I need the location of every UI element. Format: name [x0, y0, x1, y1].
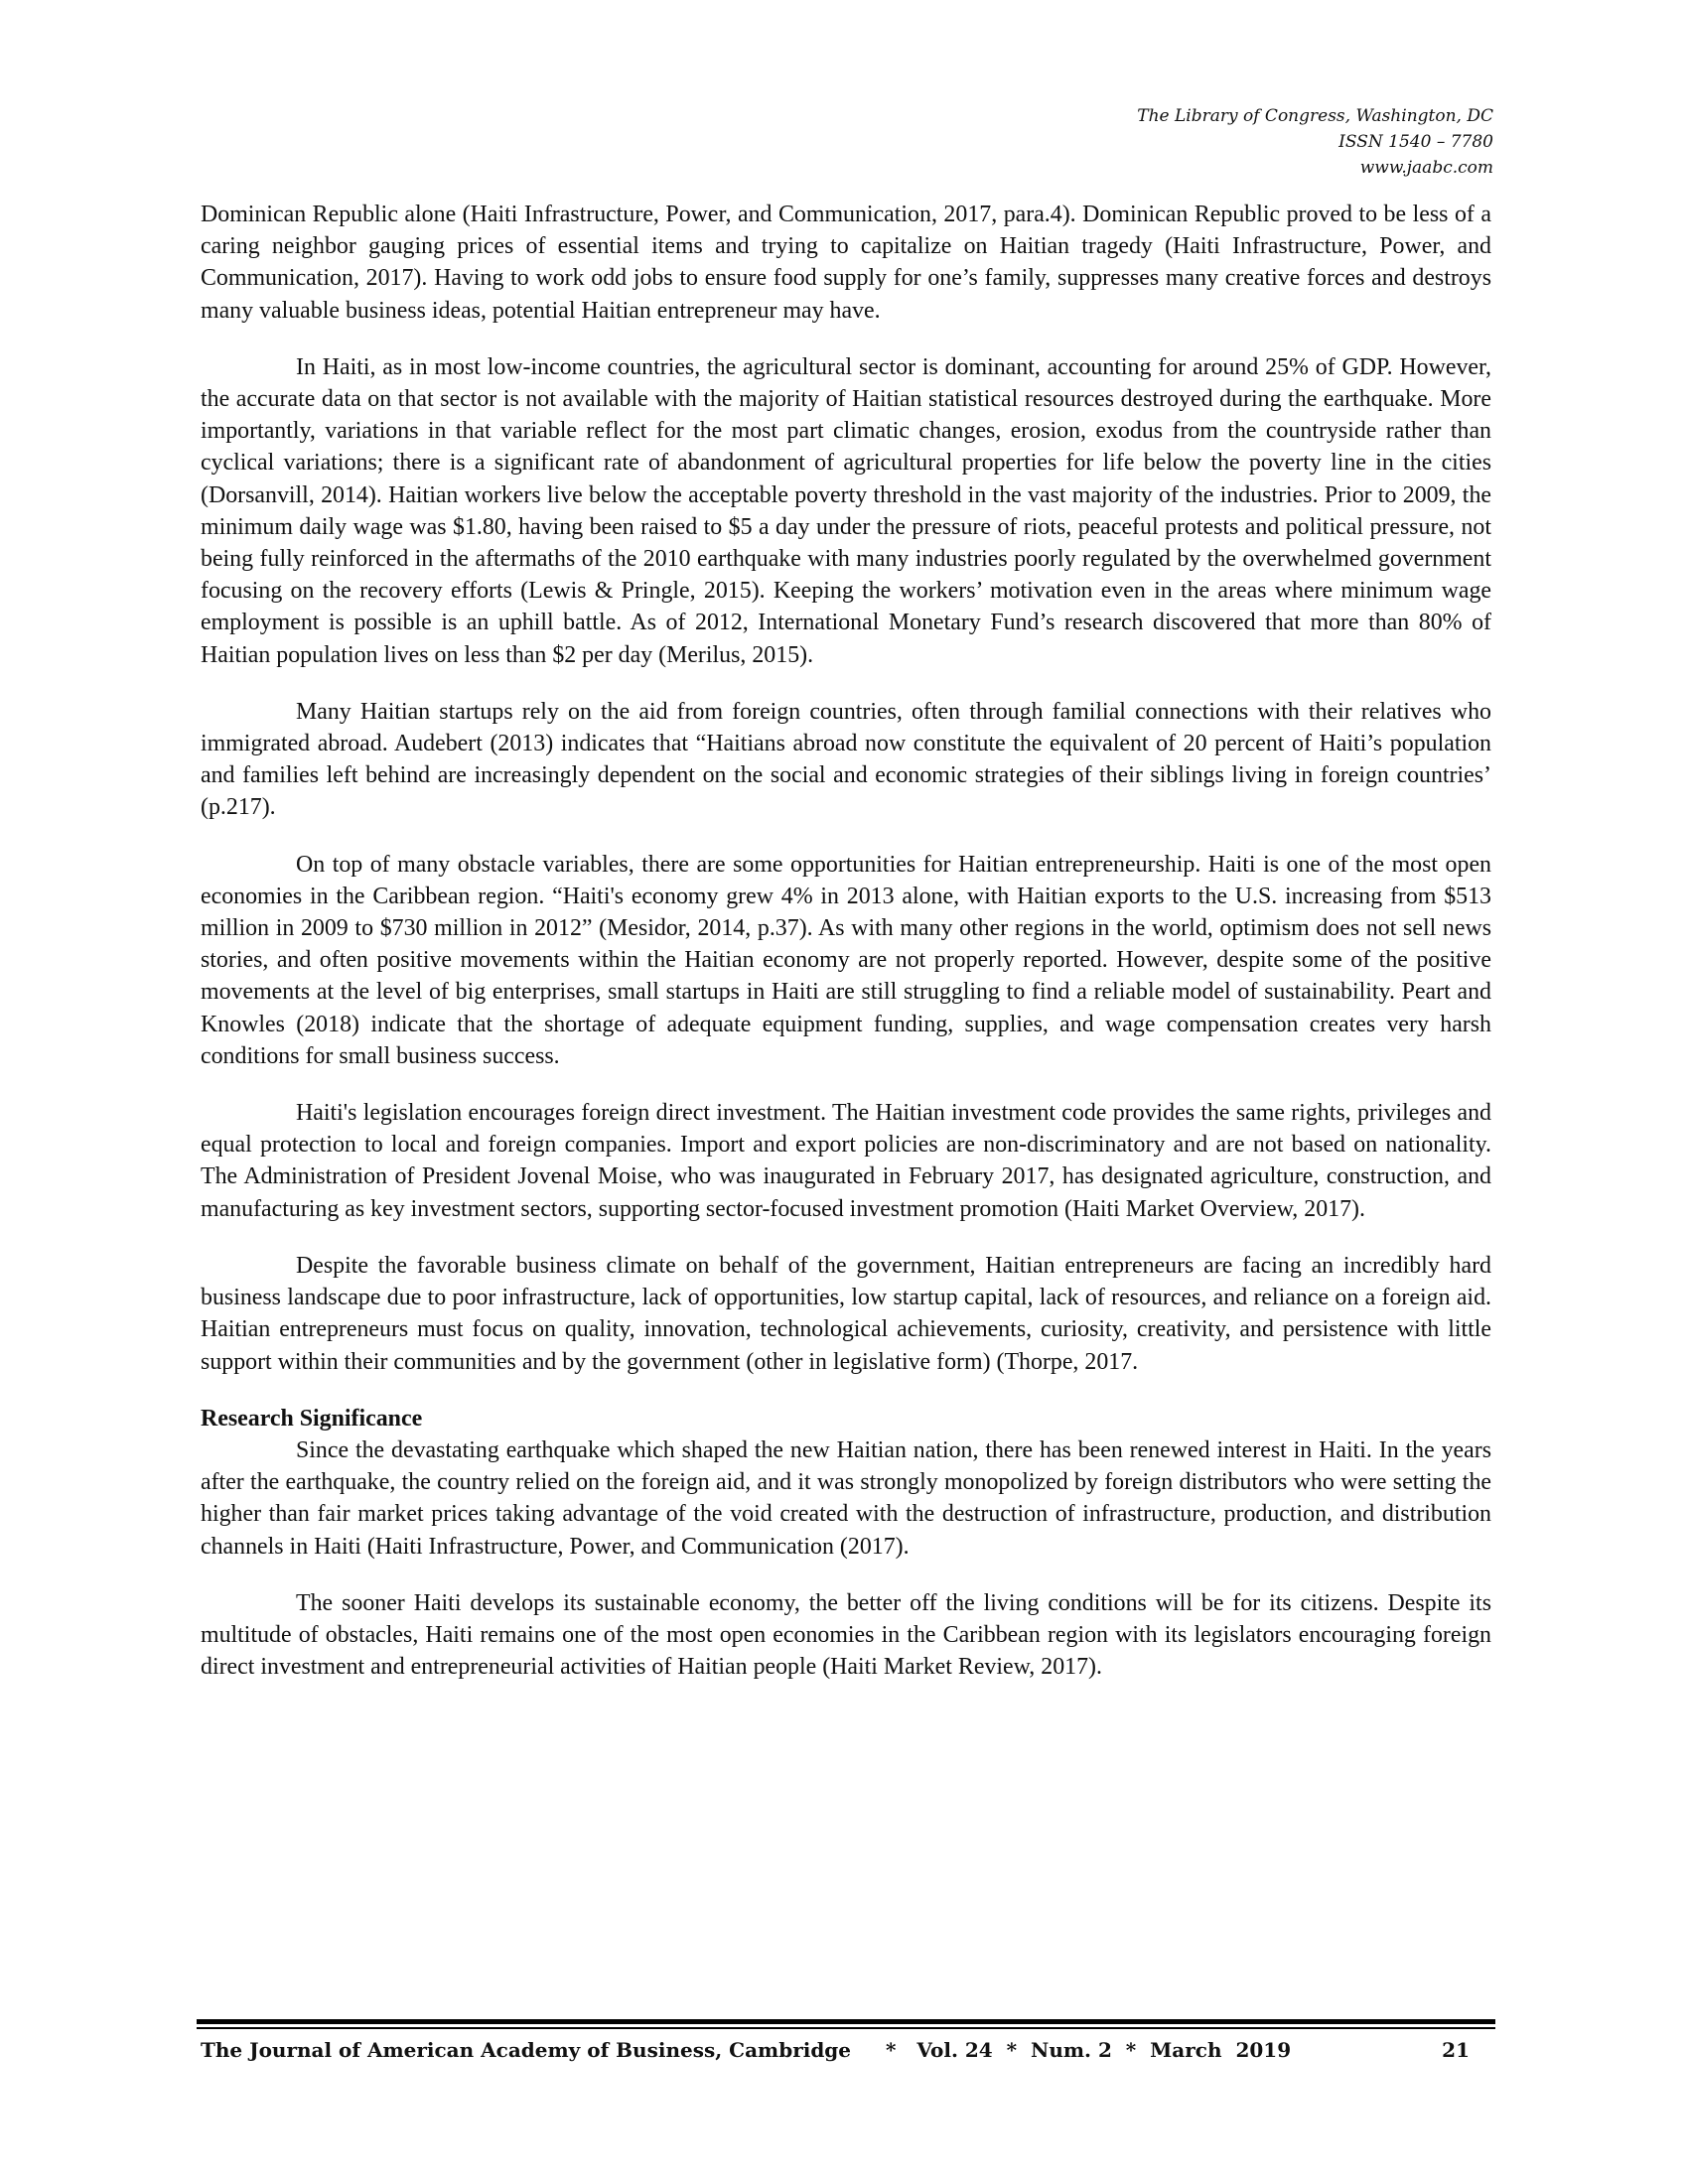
paragraph-continuation: Dominican Republic alone (Haiti Infrastructure, Power, and Communication, 2017, para.4). Dominican Republic proved to be less of a caring neighbor gauging prices of essential items and trying to capitalize on Haitian tragedy (Haiti Infrastructure, Power, and Communication, 2017). Having to work odd jobs to ensure food supply for one’s family, suppresses many creative forces and destroys many valuable business ideas, potential Haitian entrepreneur may have. [201, 202, 1491, 324]
paragraph-foreign-aid: Many Haitian startups rely on the aid from foreign countries, often through familial connections with their relatives who immigrated abroad. Audebert (2013) indicates that “Haitians abroad now constitute the equivalent of 20 percent of Haiti’s population and families left behind are increasingly dependent on the social and economic strategies of their siblings living in foreign countries’ (p.217). [201, 698, 1491, 821]
footer-rule-thick [197, 2019, 1495, 2024]
footer-journal-title: The Journal of American Academy of Business, Cambridge [201, 2038, 852, 2062]
header-issn: ISSN 1540 – 7780 [1338, 132, 1493, 152]
header-website: www.jaabc.com [1359, 158, 1493, 178]
footer-rule-thin [197, 2027, 1495, 2029]
paragraph-opportunities: On top of many obstacle variables, there are some opportunities for Haitian entrepreneurship. Haiti is one of the most open economies in the Caribbean region. “Haiti's economy grew 4% in 2013 alone, with Haitian exports to the U.S. increasing from $513 million in 2009 to $730 million in 2012” (Mesidor, 2014, p.37). As with many other regions in the world, optimism does not sell news stories, and often positive movements within the Haitian economy are not properly reported. However, despite some of the positive movements at the level of big enterprises, small startups in Haiti are still struggling to find a reliable model of sustainability. Peart and Knowles (2018) indicate that the shortage of adequate equipment funding, supplies, and wage compensation creates very harsh conditions for small business success. [201, 851, 1491, 1069]
footer-volume-info: * Vol. 24 * Num. 2 * March 2019 [886, 2038, 1292, 2062]
paragraph-legislation: Haiti's legislation encourages foreign direct investment. The Haitian investment code provides the same rights, privileges and equal protection to local and foreign companies. Import and export policies are non-discriminatory and are not based on nationality. The Administration of President Jovenal Moise, who was inaugurated in February 2017, has designated agriculture, construction, and manufacturing as key investment sectors, supporting sector-focused investment promotion (Haiti Market Overview, 2017). [201, 1100, 1491, 1222]
paragraph-business-climate: Despite the favorable business climate on behalf of the government, Haitian entrepreneurs are facing an incredibly hard business landscape due to poor infrastructure, lack of opportunities, low startup capital, lack of resources, and reliance on a foreign aid. Haitian entrepreneurs must focus on quality, innovation, technological achievements, curiosity, creativity, and persistence with little support within their communities and by the government (other in legislative form) (Thorpe, 2017. [201, 1252, 1491, 1375]
section-heading: Research Significance [201, 1405, 423, 1432]
header-publisher: The Library of Congress, Washington, DC [1137, 106, 1493, 126]
running-header [798, 103, 1493, 181]
article-body [201, 199, 1491, 1707]
paragraph-sustainable-economy: The sooner Haiti develops its sustainable economy, the better off the living conditions will be for its citizens. Despite its multitude of obstacles, Haiti remains one of the most open economies in the Caribbean region with its legislators encouraging foreign direct investment and entrepreneurial activities of Haitian people (Haiti Market Review, 2017). [201, 1589, 1491, 1681]
paragraph-agriculture: In Haiti, as in most low-income countries, the agricultural sector is dominant, accounting for around 25% of GDP. However, the accurate data on that sector is not available with the majority of Haitian statistical resources destroyed during the earthquake. More importantly, variations in that variable reflect for the most part climatic changes, erosion, exodus from the countryside rather than cyclical variations; there is a significant rate of abandonment of agricultural properties for life below the poverty line in the cities (Dorsanvill, 2014). Haitian workers live below the acceptable poverty threshold in the vast majority of the industries. Prior to 2009, the minimum daily wage was $1.80, having been raised to $5 a day under the pressure of riots, peaceful protests and political pressure, not being fully reinforced in the aftermaths of the 2010 earthquake with many industries poorly regulated by the overwhelmed government focusing on the recovery efforts (Lewis & Pringle, 2015). Keeping the workers’ motivation even in the areas where minimum wage employment is possible is an uphill battle. As of 2012, International Monetary Fund’s research discovered that more than 80% of Haitian population lives on less than $2 per day (Merilus, 2015). [201, 353, 1491, 668]
paragraph-significance: Since the devastating earthquake which shaped the new Haitian nation, there has been renewed interest in Haiti. In the years after the earthquake, the country relied on the foreign aid, and it was strongly monopolized by foreign distributors who were setting the higher than fair market prices taking advantage of the void created with the destruction of infrastructure, production, and distribution channels in Haiti (Haiti Infrastructure, Power, and Communication (2017). [201, 1436, 1491, 1560]
page-number: 21 [1442, 2038, 1470, 2062]
